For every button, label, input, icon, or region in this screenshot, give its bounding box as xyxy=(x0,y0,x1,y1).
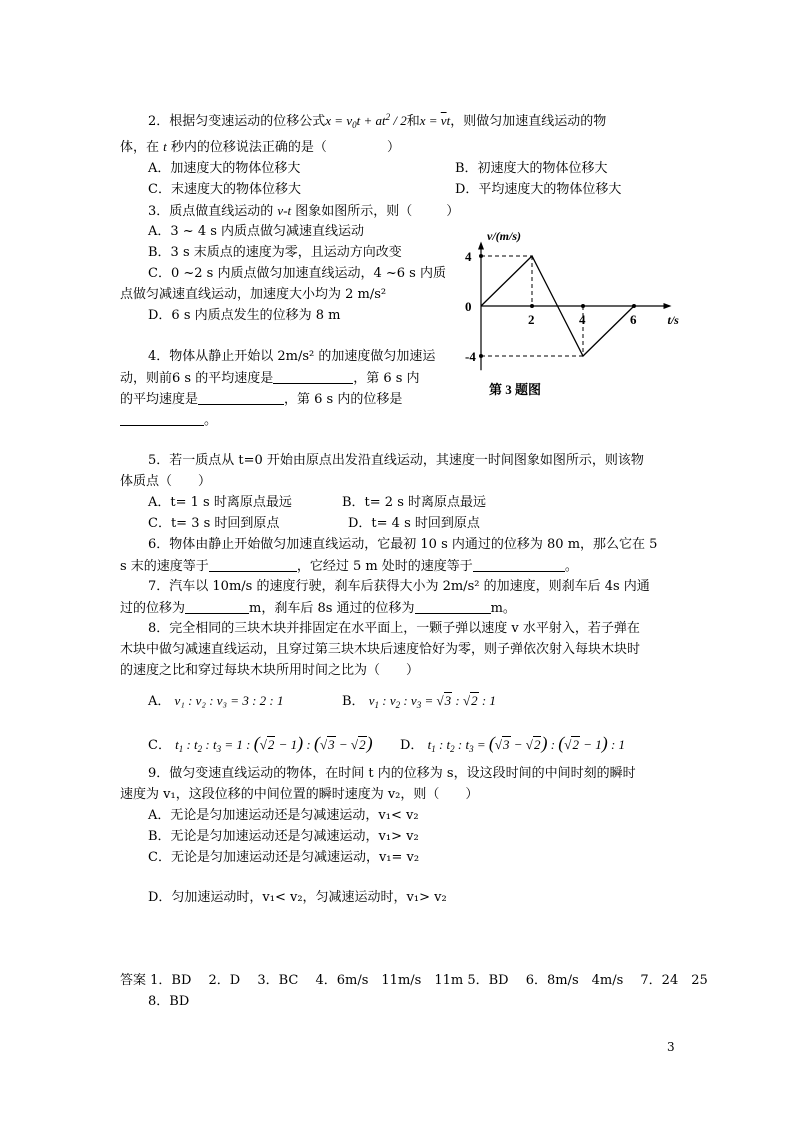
q2-option-b: B．初速度大的物体位移大 xyxy=(455,161,608,176)
q4-blank-3 xyxy=(120,411,204,426)
q8-option-b: B． $v_1$ : $v_2$ : $v_3 = √3$ : √2 : 1 xyxy=(342,693,496,710)
q8-line3: 的速度之比和穿过每块木块所用时间之比为（ ） xyxy=(120,663,420,678)
y-axis-label: v/(m/s) xyxy=(487,229,521,243)
q3-option-b: B．3 s 末质点的速度为零，且运动方向改变 xyxy=(148,245,402,260)
q3-option-c-line1: C．0 ~2 s 内质点做匀加速直线运动，4 ~6 s 内质 xyxy=(148,266,446,281)
figure-caption: 第 3 题图 xyxy=(489,382,542,397)
x-tick-label: 4 xyxy=(579,312,586,327)
q4-line1: 4．物体从静止开始以 2m/s² 的加速度做匀加速运 xyxy=(148,349,436,364)
q2-option-d: D．平均速度大的物体位移大 xyxy=(455,182,622,197)
answers-line2: 8．BD xyxy=(148,994,190,1009)
q3-stem: 3．质点做直线运动的 v-t 图象如图所示，则（ ） xyxy=(148,203,460,219)
q8-option-c: C． $t_1$ : $t_2$ : $t_3 = 1$ : (√2 − 1) : (√3 − √2) xyxy=(148,733,373,754)
q5-line2: 体质点（ ） xyxy=(120,474,212,489)
x-tick-label: 2 xyxy=(528,312,535,327)
y-tick-dot xyxy=(479,354,483,358)
y-tick-label: 4 xyxy=(465,249,472,264)
q2-option-c: C．末速度大的物体位移大 xyxy=(148,182,301,197)
q8-line2: 木块中做匀减速直线运动，且穿过第三块木块后速度恰好为零，则子弹依次射入每块木块时 xyxy=(120,642,641,657)
q5-option-b: B．t= 2 s 时离原点最远 xyxy=(342,495,487,510)
q5-option-d: D．t= 4 s 时回到原点 xyxy=(348,516,480,531)
q7-line2: 过的位移为 m，刹车后 8s 通过的位移为 m。 xyxy=(120,601,516,616)
vt-graph xyxy=(455,222,695,402)
q3-option-d: D．6 s 内质点发生的位移为 8 m xyxy=(148,308,341,323)
page-number: 3 xyxy=(667,1040,675,1054)
q2-option-a: A．加速度大的物体位移大 xyxy=(148,161,301,176)
q6-line1: 6．物体由静止开始做匀加速直线运动，它最初 10 s 内通过的位移为 80 m，那么它在 5 xyxy=(148,537,658,552)
q6-blank-1 xyxy=(209,557,297,572)
q4-line4: 。 xyxy=(120,411,217,430)
y-axis-arrow xyxy=(478,242,484,250)
q8-line1: 8．完全相同的三块木块并排固定在水平面上，一颗子弹以速度 v 水平射入，若子弹在 xyxy=(148,621,640,636)
formula-average: $x = \overline{v}t$ xyxy=(419,113,451,128)
q9-option-c: C．无论是匀加速运动还是匀减速运动，v₁= v₂ xyxy=(148,850,420,865)
q4-blank-1 xyxy=(273,369,353,384)
q8-option-a: A． v₁ : v₂ : v₃ = 3 : 2 : 1 xyxy=(148,693,284,709)
q9-option-d: D．匀加速运动时，v₁< v₂，匀减速运动时，v₁> v₂ xyxy=(148,890,447,905)
q6-line2: s 末的速度等于 ，它经过 5 m 处时的速度等于 。 xyxy=(120,559,578,574)
x-tick-dot xyxy=(581,304,585,308)
q4-line3: 的平均速度是 ，第 6 s 内的位移是 xyxy=(120,392,403,407)
x-axis-label: t/s xyxy=(667,313,679,327)
q9-line2: 速度为 v₁，这段位移的中间位置的瞬时速度为 v₂，则（ ） xyxy=(120,787,479,802)
q5-option-c: C．t= 3 s 时回到原点 xyxy=(148,516,280,531)
y-tick-label: -4 xyxy=(465,349,476,364)
q2-stem-line1: 2．根据匀变速运动的位移公式$x = v_0t + at^2 / 2$和$x = \overline{v}t$，则做匀加速直线运动的物 xyxy=(148,112,607,130)
q9-option-a: A．无论是匀加速运动还是匀减速运动，v₁< v₂ xyxy=(148,808,419,823)
q8-option-d: D． $t_1$ : $t_2$ : $t_3 = (√3 - √2)$ : (√2 − 1) : 1 xyxy=(400,733,626,754)
q5-line1: 5．若一质点从 t=0 开始由原点出发沿直线运动，其速度一时间图象如图所示，则该物 xyxy=(148,453,644,468)
x-tick-dot xyxy=(530,304,534,308)
y-tick-label: 0 xyxy=(465,299,472,314)
q9-option-b: B．无论是匀加速运动还是匀减速运动，v₁> v₂ xyxy=(148,829,419,844)
q4-line2: 动，则前6 s 的平均速度是 ，第 6 s 内 xyxy=(120,371,420,386)
answers-line1: 答案 1．BD 2．D 3．BC 4．6m/s 11m/s 11m 5．BD 6．8m/s 4m/s 7．24 25 xyxy=(120,973,708,988)
x-tick-label: 6 xyxy=(630,312,637,327)
q9-line1: 9．做匀变速直线运动的物体，在时间 t 内的位移为 s，设这段时间的中间时刻的瞬时 xyxy=(148,766,636,781)
q3-option-c-line2: 点做匀减速直线运动，加速度大小均为 2 m/s² xyxy=(120,287,387,302)
q6-blank-2 xyxy=(473,557,565,572)
q4-blank-2 xyxy=(198,390,284,405)
q7-line1: 7．汽车以 10m/s 的速度行驶，刹车后获得大小为 2m/s² 的加速度，则刹车后 4s 内通 xyxy=(148,579,650,594)
q7-blank-1 xyxy=(185,599,249,614)
q3-option-a: A．3 ~ 4 s 内质点做匀减速直线运动 xyxy=(148,224,365,239)
x-axis-arrow xyxy=(664,303,672,309)
q5-option-a: A．t= 1 s 时离原点最远 xyxy=(148,495,292,510)
formula-displacement: $x = v_0t + at^2 / 2$ xyxy=(325,112,407,130)
x-tick-dot xyxy=(632,304,636,308)
q2-stem-line2: 体，在 t 秒内的位移说法正确的是（ ） xyxy=(120,139,400,155)
q7-blank-2 xyxy=(415,599,491,614)
y-tick-dot xyxy=(479,254,483,258)
